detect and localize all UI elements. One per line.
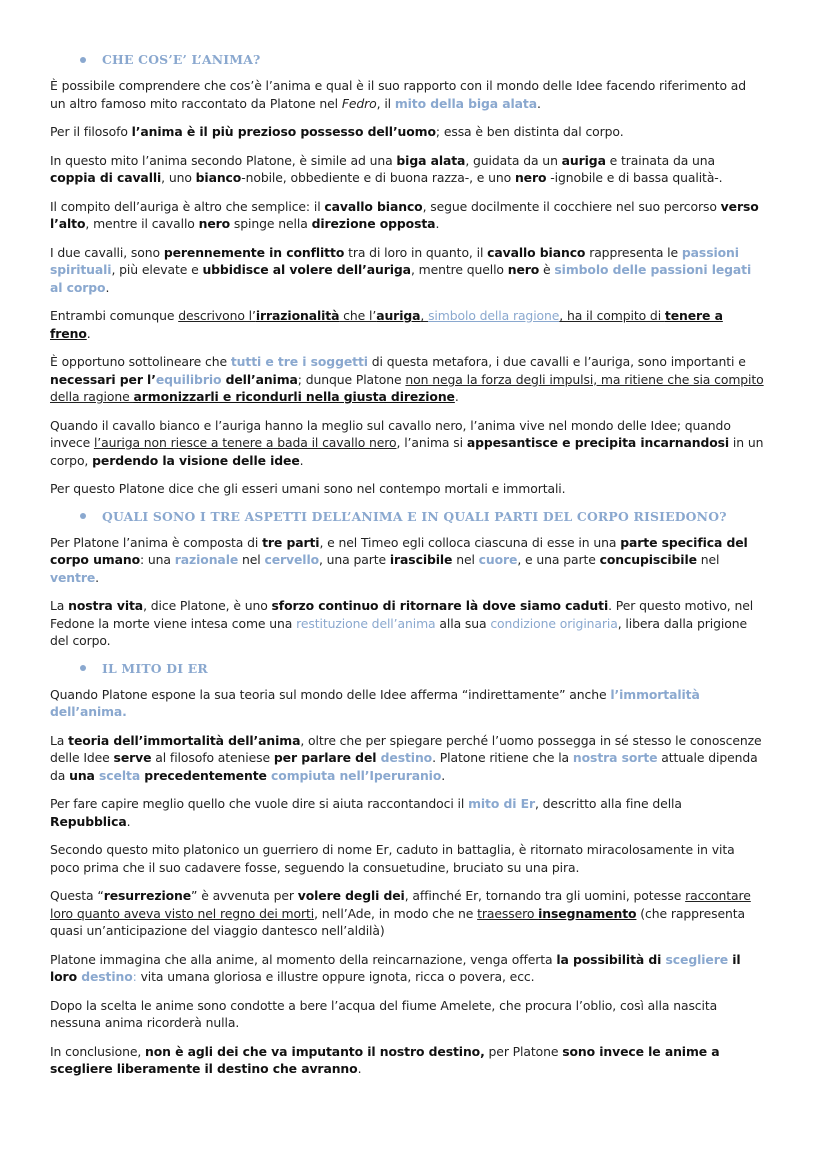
text-run: e trainata da una — [605, 152, 716, 168]
emphasis-run: equilibrio — [155, 371, 222, 387]
emphasis-run: cavallo bianco — [324, 198, 423, 214]
paragraph — [50, 244, 764, 297]
emphasis-run: direzione opposta — [311, 216, 436, 231]
bullet-icon — [80, 513, 86, 519]
emphasis-run: scelta — [99, 767, 141, 783]
text-run: ; dunque Platone — [297, 371, 406, 387]
text-run: In conclusione, — [50, 1043, 146, 1059]
section-heading-text: IL MITO DI ER — [102, 660, 208, 676]
emphasis-run: l’immortalità dell’anima. — [50, 686, 700, 719]
emphasis-run: compiuta nell’Iperuranio — [271, 767, 442, 783]
text-run: , nell’Ade, in modo che ne — [314, 905, 478, 921]
paragraph — [50, 353, 764, 406]
bullet-icon — [80, 665, 86, 671]
text-run: spinge nella — [230, 216, 312, 231]
emphasis-run: coppia di cavalli — [50, 170, 162, 185]
text-run: , mentre quello — [410, 262, 508, 277]
emphasis-run: nero — [198, 216, 231, 231]
emphasis-run: irrazionalità — [255, 308, 340, 323]
emphasis-run: razionale — [174, 552, 239, 567]
emphasis-run: irascibile — [389, 552, 453, 567]
text-run: -ignobile e di bassa qualità-. — [546, 170, 723, 185]
text-run: ” è avvenuta per — [191, 888, 298, 903]
text-run: tra di loro in quanto, il — [344, 244, 488, 260]
emphasis-run: necessari per l’ — [50, 371, 156, 387]
emphasis-run: una — [69, 767, 100, 783]
section-heading-text: CHE COS’E’ L’ANIMA? — [102, 52, 261, 67]
text-run: -nobile, obbediente e di buona razza-, e uno — [241, 170, 515, 185]
emphasis-run: l’anima è il più prezioso possesso dell’uomo — [131, 124, 436, 139]
text-run: . — [105, 279, 110, 295]
emphasis-run: : — [132, 969, 137, 984]
text-run: . Platone ritiene che la — [432, 750, 573, 765]
text-run: Platone immagina che alla anime, al momento della reincarnazione, venga offerta — [50, 951, 557, 967]
emphasis-run: destino — [81, 969, 133, 984]
emphasis-run: simbolo della ragione — [428, 308, 560, 323]
emphasis-run: condizione originaria — [490, 615, 618, 631]
text-run: , una parte — [319, 552, 390, 567]
emphasis-run: non nega la forza degli impulsi, ma ritiene che sia compito della ragione — [50, 371, 764, 404]
text-run: al filosofo ateniese — [151, 750, 274, 765]
paragraph — [50, 480, 764, 498]
text-run: , mentre il cavallo — [85, 216, 199, 231]
emphasis-run: precedentemente — [140, 767, 272, 783]
text-run: , oltre che per spiegare perché l’uomo possegga in sé stesso le conoscenze delle Idee — [50, 732, 762, 765]
emphasis-run: biga alata — [396, 152, 466, 168]
paragraph — [50, 1043, 764, 1078]
emphasis-run: mito di Er — [468, 796, 535, 811]
paragraph — [50, 686, 764, 721]
emphasis-run: concupiscibile — [599, 552, 697, 567]
emphasis-run: perdendo la visione delle idee — [92, 452, 300, 468]
text-run: , libera dalla prigione del corpo. — [50, 615, 747, 648]
text-run: , affinché Er, tornando tra gli uomini, potesse — [404, 888, 686, 903]
text-run: ; essa è ben distinta dal corpo. — [435, 124, 624, 139]
paragraph — [50, 152, 764, 187]
text-run: attuale dipenda da — [50, 750, 758, 783]
text-run: Quando Platone espone la sua teoria sul mondo delle Idee afferma “indirettamente” anche — [50, 686, 611, 702]
paragraph — [50, 887, 764, 940]
emphasis-run: cavallo bianco — [487, 244, 586, 260]
section-heading-text: QUALI SONO I TRE ASPETTI DELL’ANIMA E IN QUALI PARTI DEL CORPO RISIEDONO? — [102, 508, 727, 524]
emphasis-run: ubbidisce al volere dell’auriga — [202, 262, 411, 277]
text-run: rappresenta le — [585, 244, 682, 260]
emphasis-run: appesantisce e precipita incarnandosi — [466, 435, 730, 450]
text-run: . — [357, 1061, 362, 1076]
emphasis-run: non è agli dei che va imputanto il nostro destino, — [145, 1043, 485, 1059]
emphasis-run: la possibilità di — [556, 951, 666, 967]
emphasis-run: nero — [514, 170, 547, 185]
paragraph — [50, 123, 764, 141]
text-run: In questo mito l’anima secondo Platone, è simile ad una — [50, 152, 397, 168]
text-run: . — [454, 389, 459, 404]
emphasis-run: Repubblica — [50, 813, 127, 829]
emphasis-run: auriga — [561, 152, 606, 168]
emphasis-run: dell’anima — [221, 371, 298, 387]
emphasis-run: traessero — [477, 905, 539, 921]
emphasis-run: cervello — [264, 552, 319, 567]
text-run: Per Platone l’anima è composta di — [50, 534, 263, 550]
text-run: nel — [238, 552, 265, 567]
emphasis-run: tenere a freno — [50, 308, 723, 341]
section-heading — [50, 661, 764, 676]
text-run: è — [539, 262, 555, 277]
text-run: I due cavalli, sono — [50, 244, 164, 260]
text-run: , descritto alla fine della — [534, 796, 682, 811]
emphasis-run: tre parti — [262, 534, 320, 550]
text-run: La — [50, 598, 69, 613]
emphasis-run: raccontare loro quanto aveva visto nel regno dei morti — [50, 888, 751, 921]
emphasis-run: destino — [380, 750, 433, 765]
emphasis-run: ventre — [50, 569, 96, 585]
emphasis-run: teoria dell’immortalità dell’anima — [68, 732, 301, 748]
text-run: Quando il cavallo bianco e l’auriga hanno la meglio sul cavallo nero, l’anima vive nel mondo delle Idee; quando invece — [50, 417, 731, 450]
paragraph — [50, 198, 764, 233]
text-run: Dopo la scelta le anime sono condotte a bere l’acqua del fiume Amelete, che procura l’oblio, così alla nascita nessuna anima ricorderà nulla. — [50, 997, 718, 1030]
emphasis-run: resurrezione — [103, 888, 192, 903]
emphasis-run: perennemente in conflitto — [163, 244, 345, 260]
text-run: alla sua — [435, 615, 491, 631]
text-run: , più elevate e — [111, 262, 203, 277]
emphasis-run: parte specifica del corpo umano — [50, 534, 748, 567]
text-run: Per fare capire meglio quello che vuole dire si aiuta raccontandoci il — [50, 796, 469, 811]
text-run: , segue docilmente il cocchiere nel suo percorso — [422, 198, 721, 214]
paragraph — [50, 951, 764, 986]
section-heading — [50, 509, 764, 524]
emphasis-run: armonizzarli e ricondurli nella giusta direzione — [133, 389, 455, 404]
paragraph — [50, 597, 764, 650]
text-run: Il compito dell’auriga è altro che semplice: il — [50, 198, 325, 214]
text-run: La — [50, 732, 69, 748]
emphasis-run: passioni spirituali — [50, 244, 739, 277]
emphasis-run: il loro — [50, 951, 741, 984]
section-heading — [50, 52, 764, 67]
text-run: , e una parte — [517, 552, 600, 567]
emphasis-run: l’auriga non riesce a tenere a bada il cavallo nero — [93, 435, 397, 450]
text-run: , uno — [161, 170, 196, 185]
text-run: Per questo Platone dice che gli esseri umani sono nel contempo mortali e immortali. — [50, 481, 566, 496]
text-run: È opportuno sottolineare che — [50, 354, 231, 369]
emphasis-run: mito della biga alata — [394, 95, 538, 111]
emphasis-run: tutti e tre i soggetti — [230, 354, 368, 369]
emphasis-run: che l’ — [339, 308, 377, 323]
paragraph — [50, 417, 764, 470]
paragraph — [50, 795, 764, 830]
text-run: . Per questo motivo, nel Fedone la morte viene intesa come una — [50, 598, 754, 631]
text-run: nel — [452, 552, 479, 567]
emphasis-run: Fedro — [341, 95, 377, 111]
emphasis-run: simbolo delle passioni legati al corpo — [50, 262, 752, 295]
text-run: Per il filosofo — [50, 124, 132, 139]
text-run: : una — [140, 552, 175, 567]
text-run: , dice Platone, è uno — [143, 598, 272, 613]
text-run: Entrambi comunque — [50, 308, 179, 323]
emphasis-run: nostra vita — [68, 598, 144, 613]
text-run: in un corpo, — [50, 435, 764, 468]
emphasis-run: scegliere — [665, 951, 729, 967]
emphasis-run: per parlare del — [273, 750, 381, 765]
emphasis-run: auriga — [376, 308, 421, 323]
text-run: Questa “ — [50, 888, 104, 903]
bullet-icon — [80, 57, 86, 63]
text-run: Secondo questo mito platonico un guerriero di nome Er, caduto in battaglia, è ritornato miracolosamente in vita poco prima che il suo cadavere fosse, seguendo la consuetudine, bruciato su una pira. — [50, 842, 735, 875]
text-run: . — [126, 813, 131, 829]
emphasis-run: nostra sorte — [572, 750, 658, 765]
emphasis-run: , — [420, 308, 429, 323]
emphasis-run: restituzione dell’anima — [296, 615, 436, 631]
emphasis-run: descrivono l’ — [178, 308, 256, 323]
paragraph — [50, 77, 764, 112]
text-run: . — [435, 216, 440, 231]
paragraph — [50, 732, 764, 785]
emphasis-run: nero — [507, 262, 540, 277]
emphasis-run: serve — [113, 750, 152, 765]
text-run: nel — [696, 552, 720, 567]
text-run: , l’anima si — [396, 435, 467, 450]
paragraph — [50, 534, 764, 587]
text-run: , e nel Timeo egli colloca ciascuna di esse in una — [319, 534, 621, 550]
emphasis-run: sono invece le anime a scegliere liberamente il destino che avranno — [50, 1043, 720, 1076]
text-run: . — [537, 95, 541, 111]
emphasis-run: , ha il compito di — [559, 308, 665, 323]
text-run: . — [441, 767, 446, 783]
text-run: di questa metafora, i due cavalli e l’auriga, sono importanti e — [367, 354, 746, 369]
paragraph — [50, 997, 764, 1032]
text-run: vita umana gloriosa e illustre oppure ignota, ricca o povera, ecc. — [136, 969, 535, 984]
paragraph — [50, 307, 764, 342]
emphasis-run: volere degli dei — [297, 888, 405, 903]
text-run: . — [86, 325, 91, 341]
text-run: (che rappresenta quasi un’anticipazione del viaggio dantesco nell’aldilà) — [50, 905, 745, 938]
paragraph — [50, 841, 764, 876]
emphasis-run: bianco — [195, 170, 242, 185]
text-run: , guidata da un — [465, 152, 562, 168]
text-run: . — [299, 452, 304, 468]
emphasis-run: cuore — [478, 552, 518, 567]
emphasis-run: insegnamento — [538, 905, 637, 921]
emphasis-run: verso l’alto — [50, 198, 759, 231]
text-run: È possibile comprendere che cos’è l’anima e qual è il suo rapporto con il mondo delle Idee facendo riferimento ad un altro famoso mito raccontato da Platone nel — [50, 78, 747, 111]
text-run: . — [95, 569, 99, 585]
text-run: per Platone — [484, 1043, 563, 1059]
text-run: , il — [376, 95, 395, 111]
emphasis-run: sforzo continuo di ritornare là dove siamo caduti — [271, 598, 609, 613]
